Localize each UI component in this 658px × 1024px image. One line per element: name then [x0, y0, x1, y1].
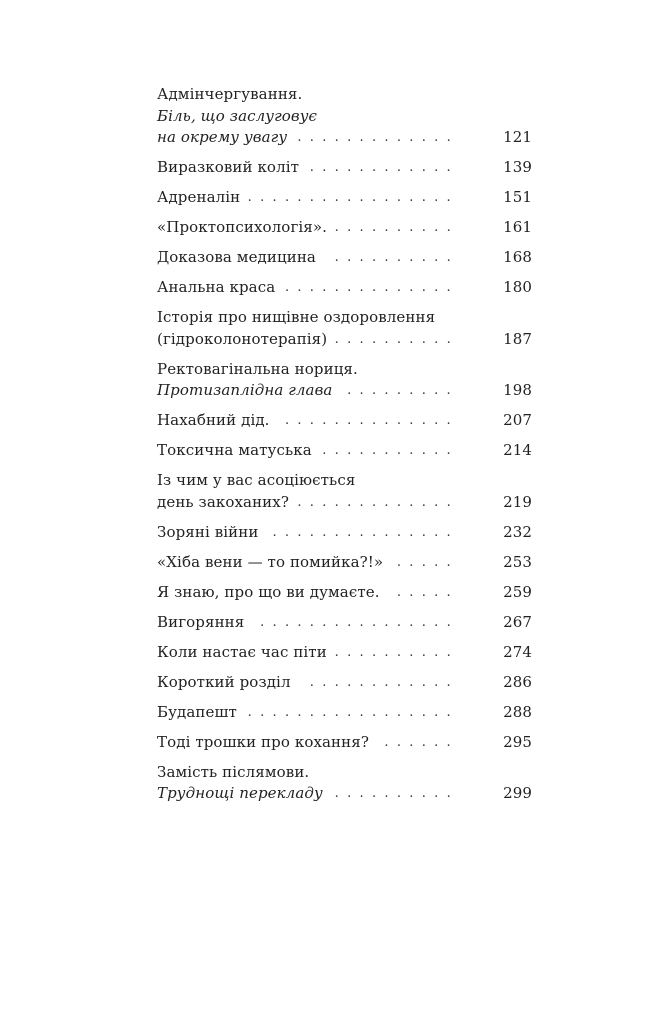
toc-entry[interactable] — [157, 762, 532, 805]
toc-entry-line — [157, 783, 532, 805]
toc-page-number: 219 — [503, 492, 532, 511]
toc-entry[interactable] — [157, 247, 532, 269]
toc-entry-title: Зоряні війни — [157, 522, 259, 541]
dot-leader: .......... — [334, 220, 459, 235]
toc-entry-line — [157, 307, 532, 329]
toc-entry[interactable] — [157, 642, 532, 664]
dot-leader: ............ — [309, 674, 459, 690]
toc-entry-title: Із чим у вас асоціюється — [157, 471, 356, 489]
dot-leader: .......... — [334, 331, 459, 347]
dot-leader: .......... — [334, 644, 459, 660]
toc-page-number: 267 — [503, 612, 532, 631]
toc-entry-title: Адмінчергування. — [157, 85, 303, 103]
dot-leader: ............ — [309, 160, 459, 175]
toc-entry-line — [157, 492, 532, 514]
dot-leader: ............. — [297, 494, 459, 510]
toc-entry-line — [157, 702, 532, 724]
toc-entry-line — [157, 470, 532, 492]
toc-entry-title: Біль, що заслуговує — [157, 106, 318, 125]
toc-entry-title: Будапешт — [157, 702, 237, 721]
toc-entry-line — [157, 380, 532, 402]
toc-entry-line — [157, 106, 532, 128]
toc-page-number: 207 — [503, 411, 532, 429]
toc-entry[interactable] — [157, 187, 532, 209]
toc-entry[interactable] — [157, 157, 532, 179]
toc-entry-line — [157, 582, 532, 604]
toc-entry-title: (гідроколонотерапія) — [157, 329, 328, 348]
dot-leader: ......... — [347, 383, 459, 398]
dot-leader: .......... — [334, 250, 459, 265]
toc-page-number: 214 — [503, 441, 532, 459]
toc-entry[interactable] — [157, 672, 532, 694]
toc-page-number: 187 — [503, 329, 532, 348]
toc-entry-line — [157, 127, 532, 149]
toc-entry[interactable] — [157, 217, 532, 239]
toc-entry-title: день закоханих? — [157, 492, 289, 511]
table-of-contents — [157, 84, 532, 813]
toc-entry-line — [157, 762, 532, 784]
toc-entry-title: «Хіба вени — то помийка?!» — [157, 552, 384, 571]
dot-leader: ..... — [396, 584, 459, 600]
toc-entry[interactable] — [157, 277, 532, 299]
toc-entry[interactable] — [157, 359, 532, 402]
toc-page-number: 168 — [503, 248, 532, 266]
toc-entry-title: Коли настає час піти — [157, 642, 327, 661]
toc-page-number: 121 — [503, 128, 532, 146]
toc-entry[interactable] — [157, 470, 532, 513]
toc-entry-title: Нахабний дід. — [157, 411, 270, 429]
toc-entry-line — [157, 732, 532, 754]
toc-entry[interactable] — [157, 410, 532, 432]
toc-entry-title: «Проктопсихологія». — [157, 218, 328, 236]
toc-entry[interactable] — [157, 702, 532, 724]
toc-page-number: 274 — [503, 642, 532, 661]
toc-entry[interactable] — [157, 552, 532, 574]
toc-entry-title: на окрему увагу — [157, 128, 288, 146]
dot-leader: .............. — [284, 413, 459, 428]
toc-entry-title: Виразковий коліт — [157, 158, 299, 176]
dot-leader: .......... — [334, 786, 459, 801]
dot-leader: ...... — [384, 734, 459, 750]
dot-leader: ............. — [297, 130, 459, 145]
toc-page-number: 180 — [503, 278, 532, 296]
toc-page-number: 288 — [503, 702, 532, 721]
toc-entry-line — [157, 329, 532, 351]
toc-entry-title: Короткий розділ — [157, 672, 291, 691]
toc-entry-line — [157, 440, 532, 462]
toc-entry-title: Труднощі перекладу — [157, 784, 323, 802]
toc-entry[interactable] — [157, 582, 532, 604]
toc-page-number: 139 — [503, 158, 532, 176]
toc-entry-title: Я знаю, про що ви думаєте. — [157, 582, 380, 601]
toc-page-number: 232 — [503, 522, 532, 541]
toc-entry-title: Токсична матуська — [157, 441, 312, 459]
toc-entry-title: Ректовагінальна нориця. — [157, 359, 358, 378]
toc-entry-title: Історія про нищівне оздоровлення — [157, 308, 436, 326]
toc-entry-line — [157, 359, 532, 381]
toc-entry-title: Замість післямови. — [157, 762, 310, 781]
toc-entry[interactable] — [157, 440, 532, 462]
toc-entry-title: Тоді трошки про кохання? — [157, 732, 369, 751]
toc-entry-title: Анальна краса — [157, 278, 276, 296]
toc-entry-title: Адреналін — [157, 188, 241, 206]
toc-entry[interactable] — [157, 732, 532, 754]
toc-entry-line — [157, 612, 532, 634]
dot-leader: ................ — [260, 614, 459, 630]
toc-page-number: 299 — [503, 784, 532, 802]
dot-leader: ................. — [247, 704, 459, 720]
toc-entry-line — [157, 552, 532, 574]
toc-entry-line — [157, 522, 532, 544]
toc-page-number: 198 — [503, 381, 532, 399]
toc-entry-line — [157, 247, 532, 269]
toc-entry-title: Доказова медицина — [157, 248, 316, 266]
toc-page-number: 295 — [503, 732, 532, 751]
toc-entry[interactable] — [157, 84, 532, 149]
toc-page-number: 286 — [503, 672, 532, 691]
toc-page-number: 259 — [503, 582, 532, 601]
dot-leader: ..... — [396, 554, 459, 570]
toc-entry-line — [157, 217, 532, 239]
dot-leader: ................. — [247, 190, 459, 205]
toc-entry-line — [157, 157, 532, 179]
dot-leader: ........... — [322, 443, 459, 458]
dot-leader: .............. — [284, 280, 459, 295]
toc-page-number: 151 — [503, 188, 532, 206]
toc-entry-line — [157, 642, 532, 664]
dot-leader: ............... — [272, 524, 459, 540]
toc-entry[interactable] — [157, 612, 532, 634]
toc-entry-line — [157, 277, 532, 299]
toc-entry-line — [157, 672, 532, 694]
toc-page-number: 253 — [503, 552, 532, 571]
toc-entry[interactable] — [157, 307, 532, 350]
toc-entry-line — [157, 187, 532, 209]
toc-entry-line — [157, 410, 532, 432]
toc-page-number: 161 — [503, 218, 532, 236]
toc-entry-line — [157, 84, 532, 106]
toc-entry-title: Вигоряння — [157, 612, 245, 631]
toc-entry-title: Протизаплідна глава — [157, 381, 333, 399]
toc-entry[interactable] — [157, 522, 532, 544]
